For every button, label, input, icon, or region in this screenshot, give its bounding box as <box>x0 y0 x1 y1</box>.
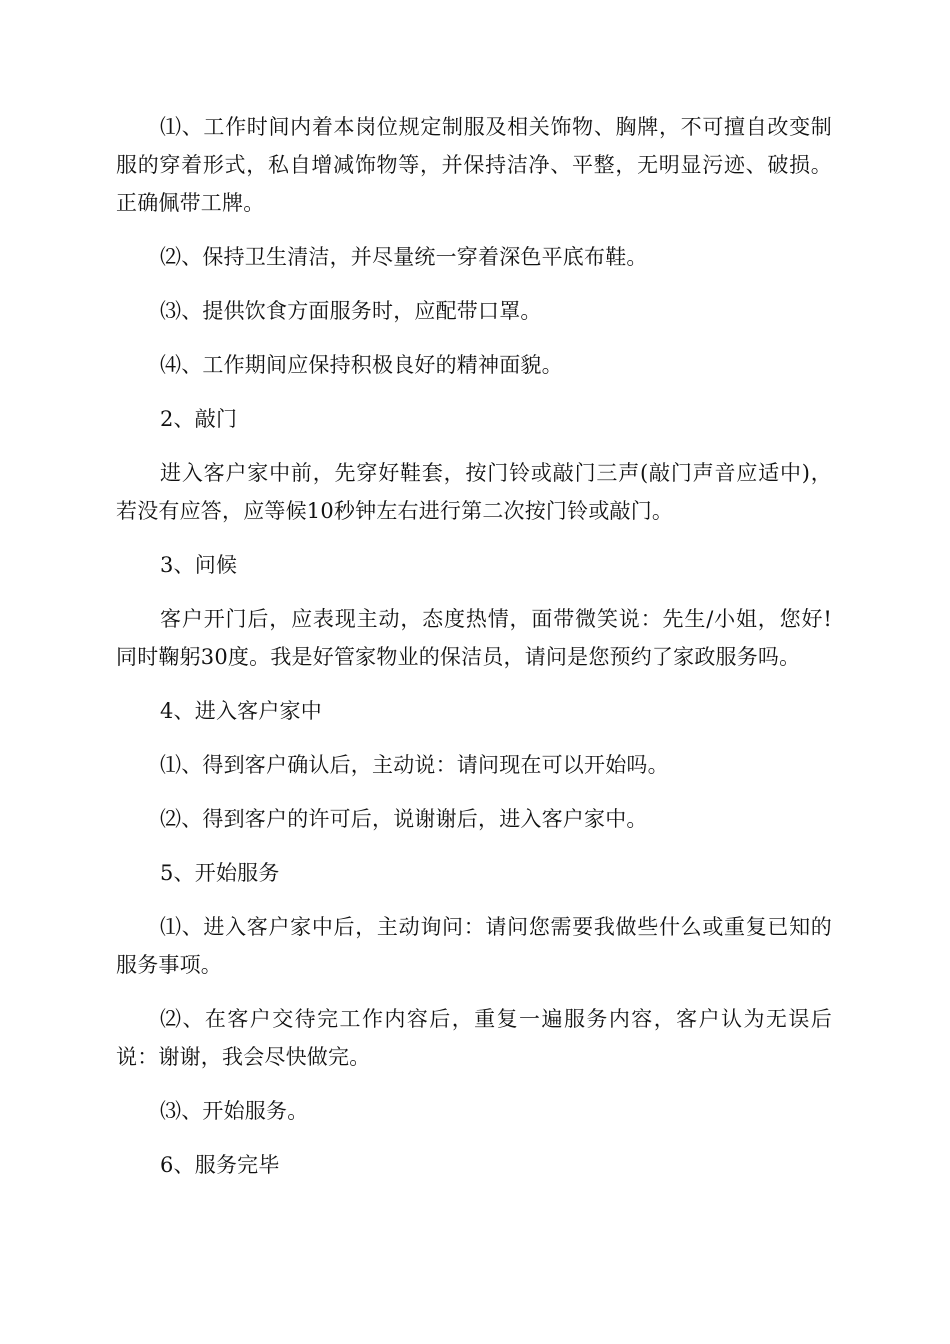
paragraph-begin-service: ⑶、开始服务。 <box>160 1099 309 1123</box>
paragraph-shoes-rule: ⑵、保持卫生清洁，并尽量统一穿着深色平底布鞋。 <box>160 245 648 269</box>
section-heading-knock: 2、敲门 <box>160 407 238 431</box>
paragraph-mask-rule: ⑶、提供饮食方面服务时，应配带口罩。 <box>160 299 542 323</box>
section-heading-service-complete: 6、服务完毕 <box>160 1153 280 1177</box>
paragraph-ask-needs: ⑴、进入客户家中后，主动询问：请问您需要我做些什么或重复已知的服务事项。 <box>116 915 832 977</box>
paragraph-greeting-procedure: 客户开门后，应表现主动，态度热情，面带微笑说：先生/小姐，您好!同时鞠躬30度。我是好管家物业的保洁员，请问是您预约了家政服务吗。 <box>116 607 832 669</box>
section-heading-start-service: 5、开始服务 <box>160 861 280 885</box>
paragraph-knock-procedure: 进入客户家中前，先穿好鞋套，按门铃或敲门三声(敲门声音应适中)，若没有应答，应等候10秒钟左右进行第二次按门铃或敲门。 <box>116 461 832 523</box>
section-heading-enter-home: 4、进入客户家中 <box>160 699 322 723</box>
document-page <box>116 108 832 1200</box>
paragraph-repeat-content: ⑵、在客户交待完工作内容后，重复一遍服务内容，客户认为无误后说：谢谢，我会尽快做完。 <box>116 1007 832 1069</box>
paragraph-uniform-rules: ⑴、工作时间内着本岗位规定制服及相关饰物、胸牌，不可擅自改变制服的穿着形式，私自增减饰物等，并保持洁净、平整，无明显污迹、破损。正确佩带工牌。 <box>116 115 832 215</box>
paragraph-enter-after-permission: ⑵、得到客户的许可后，说谢谢后，进入客户家中。 <box>160 807 648 831</box>
paragraph-attitude-rule: ⑷、工作期间应保持积极良好的精神面貌。 <box>160 353 563 377</box>
section-heading-greeting: 3、问候 <box>160 553 238 577</box>
paragraph-confirm-start: ⑴、得到客户确认后，主动说：请问现在可以开始吗。 <box>160 753 669 777</box>
